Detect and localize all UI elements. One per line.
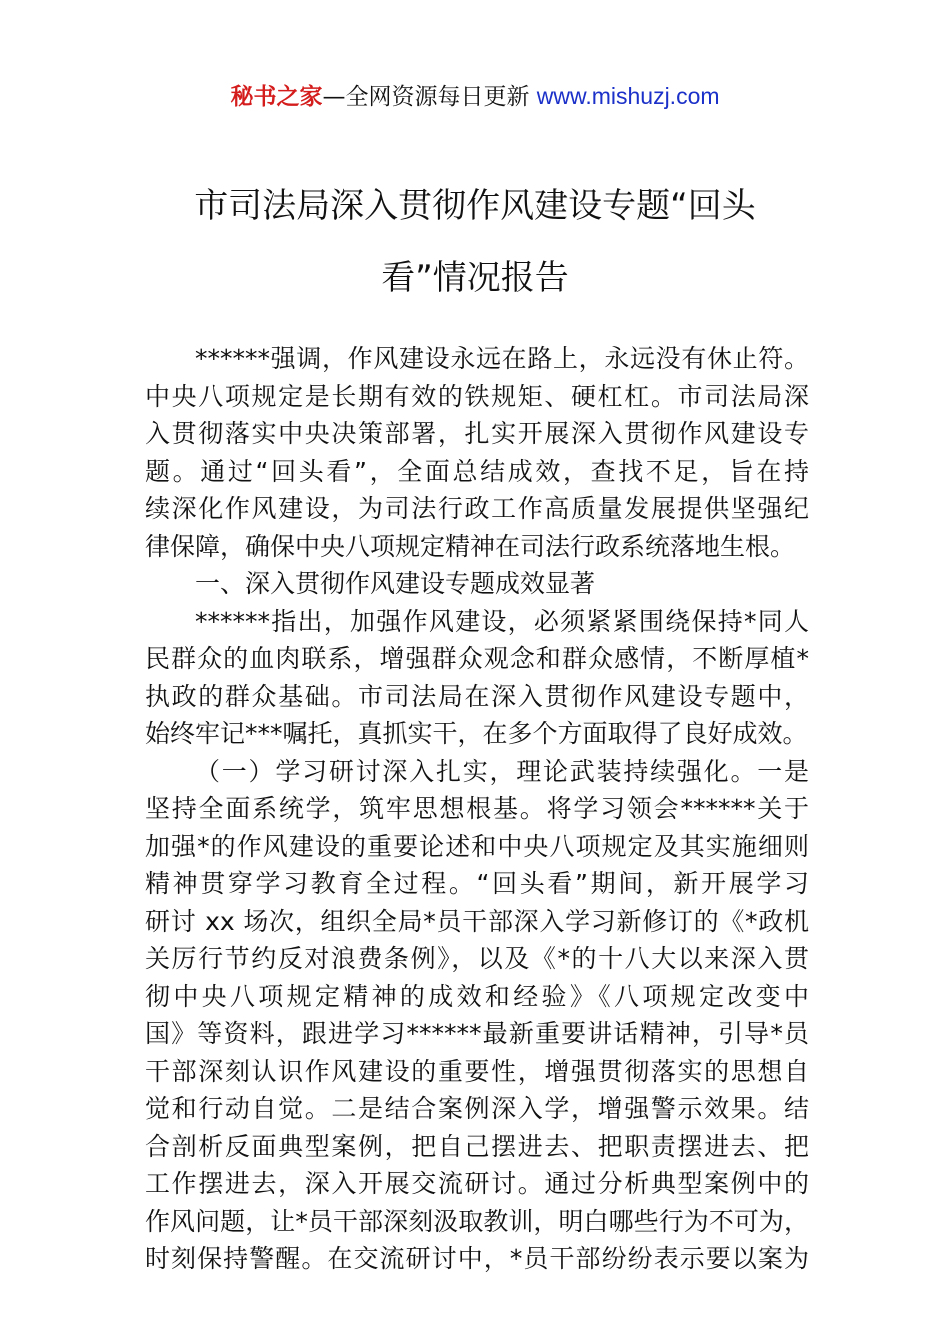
body-line: 民群众的血肉联系，增强群众观念和群众感情，不断厚植* xyxy=(145,644,809,673)
body-line: 始终牢记***嘱托，真抓实干，在多个方面取得了良好成效。 xyxy=(145,719,808,748)
title-line-2: 看”情况报告 xyxy=(381,258,569,298)
body-line: 续深化作风建设，为司法行政工作高质量发展提供坚强纪 xyxy=(145,494,809,523)
body-line: 时刻保持警醒。在交流研讨中，*员干部纷纷表示要以案为 xyxy=(145,1244,809,1273)
body-line: ******指出，加强作风建设，必须紧紧围绕保持*同人 xyxy=(195,606,809,636)
site-brand: 秘书之家 xyxy=(230,84,323,110)
body-line: 题。通过“回头看”，全面总结成效，查找不足，旨在持 xyxy=(145,456,809,486)
document-title xyxy=(150,170,800,314)
body-line: 精神贯穿学习教育全过程。“回头看”期间，新开展学习 xyxy=(145,869,809,898)
body-line: 关厉行节约反对浪费条例》，以及《*的十八大以来深入贯 xyxy=(145,944,809,973)
body-line: ******强调，作风建设永远在路上，永远没有休止符。 xyxy=(195,344,809,373)
site-url-link[interactable]: www.mishuzj.com xyxy=(536,83,720,109)
document-body xyxy=(145,340,809,1278)
section-heading: 一、深入贯彻作风建设专题成效显著 xyxy=(195,569,596,598)
body-line: 国》等资料，跟进学习******最新重要讲话精神，引导*员 xyxy=(145,1019,809,1048)
body-line: 合剖析反面典型案例，把自己摆进去、把职责摆进去、把 xyxy=(145,1131,809,1161)
body-line: 干部深刻认识作风建设的重要性，增强贯彻落实的思想自 xyxy=(145,1056,809,1086)
body-line: 工作摆进去，深入开展交流研讨。通过分析典型案例中的 xyxy=(145,1169,809,1198)
site-banner xyxy=(0,78,950,115)
site-tagline: —全网资源每日更新 xyxy=(322,84,537,110)
title-line-1: 市司法局深入贯彻作风建设专题“回头 xyxy=(194,186,756,226)
body-line: 加强*的作风建设的重要论述和中央八项规定及其实施细则 xyxy=(145,831,809,861)
body-line: 入贯彻落实中央决策部署，扎实开展深入贯彻作风建设专 xyxy=(145,419,809,448)
body-line: 坚持全面系统学，筑牢思想根基。将学习领会******关于 xyxy=(145,794,809,823)
body-line: 律保障，确保中央八项规定精神在司法行政系统落地生根。 xyxy=(145,531,796,561)
body-line: 彻中央八项规定精神的成效和经验》《八项规定改变中 xyxy=(145,981,809,1011)
body-line: 执政的群众基础。市司法局在深入贯彻作风建设专题中， xyxy=(145,681,809,711)
body-line: 中央八项规定是长期有效的铁规矩、硬杠杠。市司法局深 xyxy=(145,381,809,411)
body-line: 研讨 xx 场次，组织全局*员干部深入学习新修订的《*政机 xyxy=(145,906,809,936)
subsection-heading: （一）学习研讨深入扎实，理论武装持续强化。一是 xyxy=(195,756,809,786)
body-line: 觉和行动自觉。二是结合案例深入学，增强警示效果。结 xyxy=(145,1094,809,1123)
body-line: 作风问题，让*员干部深刻汲取教训，明白哪些行为不可为， xyxy=(145,1206,809,1236)
